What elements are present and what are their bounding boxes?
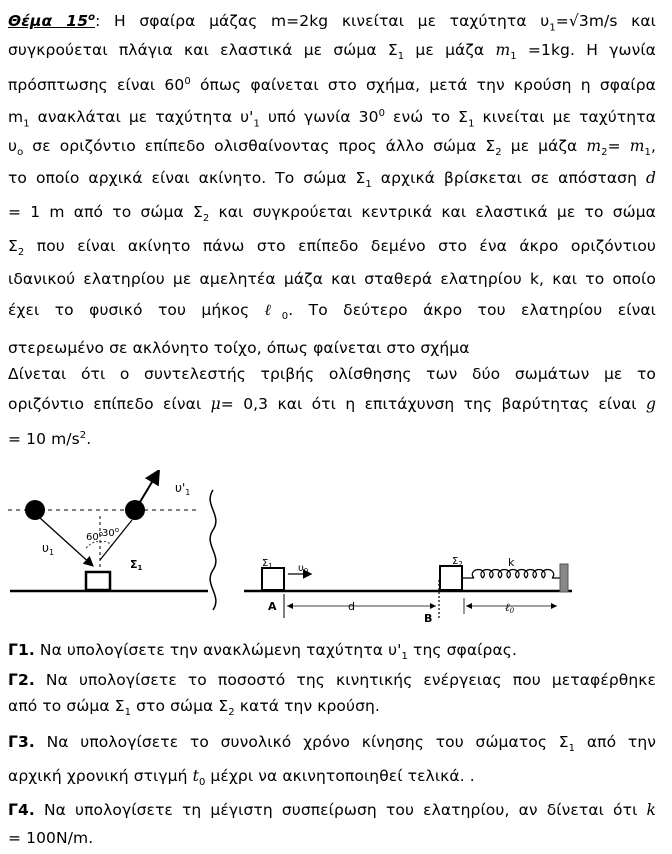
problem-line-10: έχει το φυσικό του μήκος ℓ$_0$. Το δεύτερο άκρο του ελατηρίου είναι <box>8 300 656 323</box>
question-g3: Γ3. Να υπολογίσετε το συνολικό χρόνο κίνησης του σώματος $\Sigma_1$ από την <box>8 733 656 755</box>
wavy-separator <box>210 490 216 610</box>
problem-line-14: = 10 $m/s^2$. <box>8 430 92 449</box>
angle-arc-30 <box>100 542 112 547</box>
label-B: B <box>424 612 433 625</box>
label-sigma1-right: $\Sigma_1$ <box>262 558 273 570</box>
question-g3-cont: αρχική χρονική στιγμή $t_0$ μέχρι να ακινητοποιηθεί τελικά. . <box>8 767 475 789</box>
question-g2-cont: από το σώμα $\Sigma_1$ στο σώμα $\Sigma_2$ κατά την κρούση. <box>8 697 380 719</box>
block-sigma1-left <box>86 572 110 590</box>
problem-line-7: = 1 m από το σώμα $\Sigma_2$ και συγκρούεται κεντρικά και ελαστικά με το σώμα <box>8 203 656 225</box>
problem-line-5: $\upsilon_o$ σε οριζόντιο επίπεδο ολισθαίνοντας προς άλλο σώμα $\Sigma_2$ με μάζα $m_2= m_1$, <box>8 137 656 159</box>
physics-figure <box>0 470 672 630</box>
block-sigma2 <box>440 566 462 590</box>
block-sigma1-right <box>262 568 284 590</box>
l0-arrow-left <box>466 603 472 609</box>
label-d: d <box>348 600 355 613</box>
label-sigma2: $\Sigma_2$ <box>452 556 463 568</box>
problem-line-4: $m_1$ ανακλάται με ταχύτητα $\upsilon'_1$ υπό γωνία $30^0$ ενώ το $\Sigma_1$ κινείται με ταχύτητα <box>8 108 656 130</box>
problem-line-11: στερεωμένο σε ακλόνητο τοίχο, όπως φαίνεται στο σχήμα <box>8 339 470 357</box>
label-u1-prime: $\upsilon'_1$ <box>175 481 191 497</box>
spring <box>462 570 560 578</box>
sphere-after <box>125 500 145 520</box>
label-A: A <box>268 600 277 613</box>
problem-line-2: συγκρούεται πλάγια και ελαστικά με σώμα $\Sigma_1$ με μάζα $m_1 =1kg$. Η γωνία <box>8 41 656 63</box>
question-g2: Γ2. Να υπολογίσετε το ποσοστό της κινητικής ενέργειας που μεταφέρθηκε <box>8 671 656 689</box>
question-g4-cont: = 100N/m. <box>8 829 94 847</box>
reflected-velocity-arrow <box>140 472 158 502</box>
label-u0: $\upsilon_0$ <box>298 563 309 575</box>
question-g4: Γ4. Να υπολογίσετε τη μέγιστη συσπείρωση του ελατηρίου, αν δίνεται ότι k <box>8 801 656 819</box>
label-l0: ℓ0 <box>505 601 515 615</box>
problem-line-9: ιδανικού ελατηρίου με αμελητέα μάζα και σταθερά ελατηρίου k, και το οποίο <box>8 270 656 288</box>
sphere-initial <box>25 500 45 520</box>
wall <box>560 564 568 592</box>
d-arrow-left <box>287 603 293 609</box>
problem-line-3: πρόσπτωσης είναι $60^0$ όπως φαίνεται στο σχήμα, μετά την κρούση η σφαίρα <box>8 76 656 95</box>
problem-line-1: Θέμα $15^o$: Η σφαίρα μάζας m=2kg κινείται με ταχύτητα $\upsilon_1=√3m/s$ και <box>8 12 656 34</box>
problem-line-6: το οποίο αρχικά είναι ακίνητο. Το σώμα $\Sigma_1$ αρχικά βρίσκεται σε απόσταση d <box>8 169 656 191</box>
l0-arrow-right <box>551 603 557 609</box>
label-k: k <box>508 556 515 569</box>
problem-line-13: οριζόντιο επίπεδο είναι μ= 0,3 και ότι η επιτάχυνση της βαρύτητας είναι g <box>8 395 656 413</box>
problem-line-12: Δίνεται ότι ο συντελεστής τριβής ολίσθησης των δύο σωμάτων με το <box>8 365 656 383</box>
label-u1: $\upsilon_1$ <box>42 541 55 557</box>
label-angle-30: $30^o$ <box>102 526 120 539</box>
question-g1: Γ1. Να υπολογίσετε την ανακλώμενη ταχύτητα $\upsilon'_1$ της σφαίρας. <box>8 641 517 663</box>
d-arrow-right <box>430 603 436 609</box>
label-sigma1-left: Σ1 <box>130 558 143 572</box>
problem-line-8: $\Sigma_2$ που είναι ακίνητο πάνω στο επίπεδο δεμένο στο ένα άκρο οριζόντιου <box>8 237 656 259</box>
problem-title: Θέμα $15^o$ <box>8 12 96 31</box>
label-angle-60: $60^o$ <box>86 530 104 543</box>
